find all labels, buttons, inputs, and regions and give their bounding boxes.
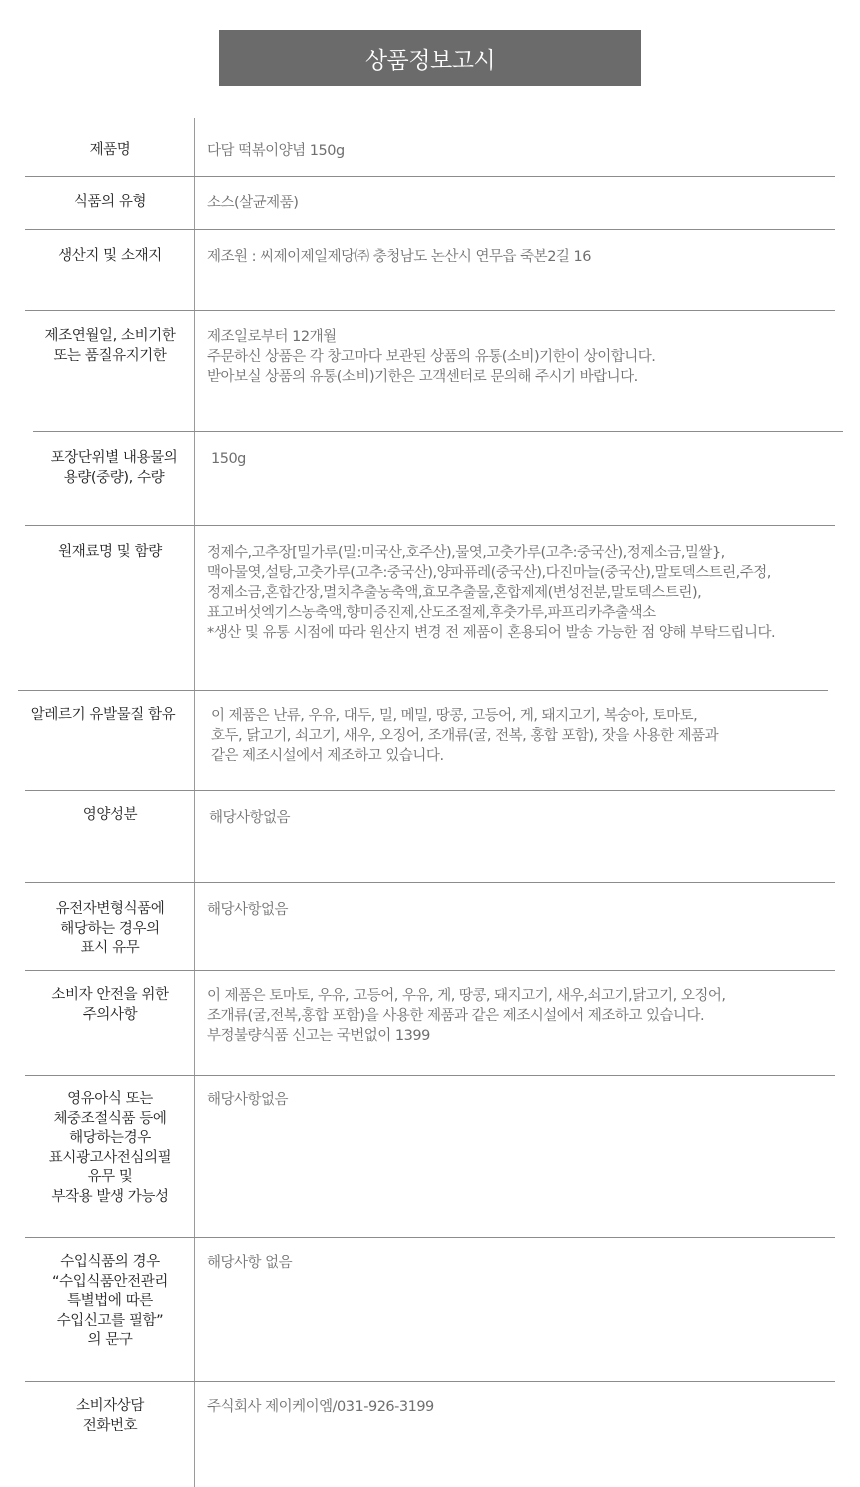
label-capacity: 포장단위별 내용물의 용량(중량), 수량 <box>50 450 178 486</box>
value-nutrition: 해당사항없음 <box>209 810 291 826</box>
label-nutrition: 영양성분 <box>82 807 138 823</box>
value-gmo: 해당사항없음 <box>207 902 289 918</box>
label-imported: 수입식품의 경우 “수입식품안전관리 특별법에 따른 수입신고를 필함” 의 문구 <box>52 1254 168 1348</box>
value-food-type: 소스(살균제품) <box>207 195 299 211</box>
row-divider <box>33 431 843 432</box>
row-divider <box>25 176 835 177</box>
row-divider <box>25 1381 835 1382</box>
label-product-name: 제품명 <box>89 142 131 158</box>
label-food-type: 식품의 유형 <box>73 194 147 210</box>
label-infant-diet: 영유아식 또는 체중조절식품 등에 해당하는경우 표시광고사전심의필 유무 및 부작용 발생 가능성 <box>48 1091 172 1205</box>
label-origin: 생산지 및 소재지 <box>58 248 162 264</box>
label-safety: 소비자 안전을 위한 주의사항 <box>51 987 169 1023</box>
row-divider <box>25 229 835 230</box>
row-divider <box>25 1237 835 1238</box>
row-divider <box>25 970 835 971</box>
label-ingredients: 원재료명 및 함량 <box>58 544 162 560</box>
value-allergens: 이 제품은 난류, 우유, 대두, 밀, 메밀, 땅콩, 고등어, 게, 돼지고기, 복숭아, 토마토, 호두, 닭고기, 쇠고기, 새우, 오징어, 조개류(굴, 전복, 홍합 포함), 잣을 사용한 제품과 같은 제조시설에서 제조하고 있습니다. <box>211 708 719 764</box>
row-divider <box>25 882 835 883</box>
value-ingredients: 정제수,고추장[밀가루(밀:미국산,호주산),물엿,고춧가루(고추:중국산),정제소금,밀쌀}, 맥아물엿,설탕,고춧가루(고추:중국산),양파퓨레(중국산),다진마늘(중국산),말토덱스트린,주정, 정제소금,혼합간장,멸치추출농축액,효모추출물,혼합제제(변성전분,말토덱스트린), 표고버섯엑기스농축액,향미증진제,산도조절제,후춧가루,파프리카추출색소 *생산 및 유통 시점에 따라 원산지 변경 전 제품이 혼용되어 발송 가능한 점 양해 부탁드립니다. <box>207 545 776 641</box>
row-divider <box>25 525 835 526</box>
value-infant-diet: 해당사항없음 <box>207 1092 289 1108</box>
value-expiry: 제조일로부터 12개월 주문하신 상품은 각 창고마다 보관된 상품의 유통(소비)기한이 상이합니다. 받아보실 상품의 유통(소비)기한은 고객센터로 문의해 주시기 바랍니다. <box>207 329 656 385</box>
row-divider <box>25 790 835 791</box>
value-capacity: 150g <box>211 451 246 467</box>
value-product-name: 다담 떡볶이양념 150g <box>207 143 345 159</box>
label-gmo: 유전자변형식품에 해당하는 경우의 표시 유무 <box>55 901 165 956</box>
label-contact: 소비자상담 전화번호 <box>75 1398 145 1434</box>
row-divider <box>18 690 828 691</box>
label-allergens: 알레르기 유발물질 함유 <box>30 707 176 723</box>
value-contact: 주식회사 제이케이엠/031-926-3199 <box>207 1399 434 1415</box>
row-divider <box>25 310 835 311</box>
value-safety: 이 제품은 토마토, 우유, 고등어, 우유, 게, 땅콩, 돼지고기, 새우,쇠고기,닭고기, 오징어, 조개류(굴,전복,홍합 포함)을 사용한 제품과 같은 제조시설에서 제조하고 있습니다. 부정불량식품 신고는 국번없이 1399 <box>207 988 726 1044</box>
label-expiry: 제조연월일, 소비기한 또는 품질유지기한 <box>44 328 176 364</box>
value-imported: 해당사항 없음 <box>207 1255 293 1271</box>
page-title: 상품정보고시 <box>219 30 641 86</box>
row-divider <box>25 1075 835 1076</box>
value-origin: 제조원 : 씨제이제일제당㈜ 충청남도 논산시 연무읍 죽본2길 16 <box>207 249 591 265</box>
